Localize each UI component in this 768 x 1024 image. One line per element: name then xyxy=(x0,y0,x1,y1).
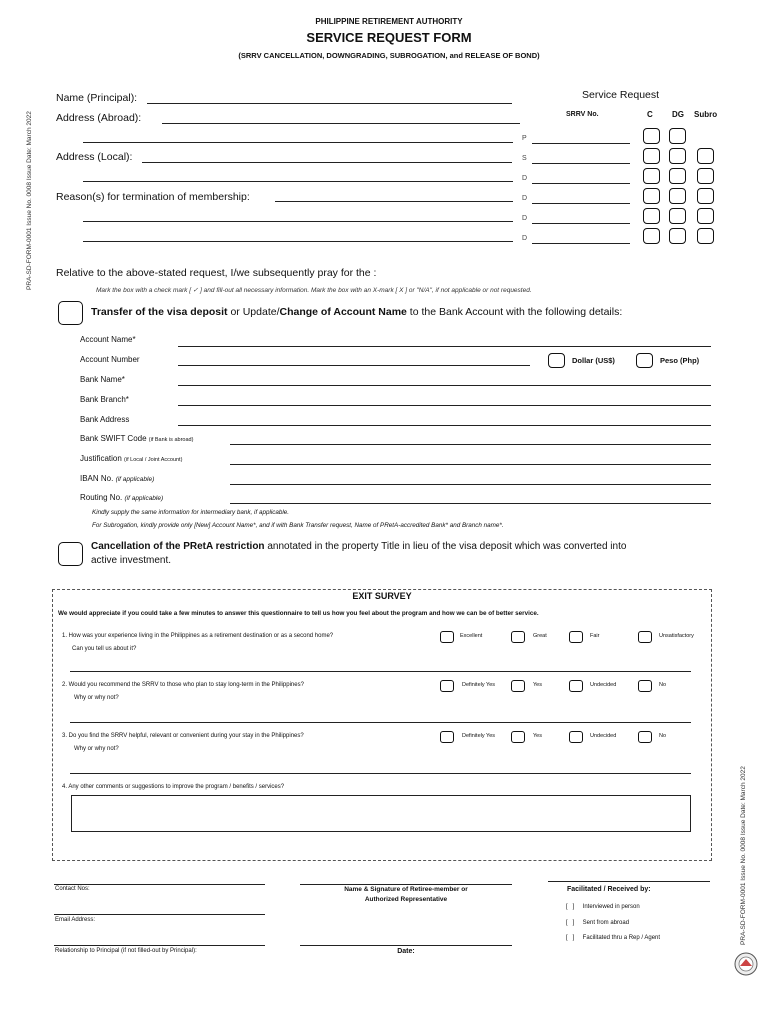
signature-field[interactable] xyxy=(300,884,512,885)
facilitated-label: Facilitated / Received by: xyxy=(567,886,651,893)
q3-yes-label: Yes xyxy=(533,733,542,739)
dollar-label: Dollar (US$) xyxy=(572,356,615,365)
dg-checkbox-d2[interactable] xyxy=(669,188,686,204)
name-field[interactable] xyxy=(147,103,512,104)
address-abroad-field[interactable] xyxy=(162,123,520,124)
srrv-field-s[interactable] xyxy=(532,163,630,164)
survey-intro: We would appreciate if you could take a few minutes to answer this questionnaire to tell us how you feel about the program and how we can be of better service. xyxy=(58,610,539,617)
q1-answer-field[interactable] xyxy=(70,671,691,672)
q3-answer-field[interactable] xyxy=(70,773,691,774)
authority-name: PHILIPPINE RETIREMENT AUTHORITY xyxy=(315,17,463,26)
q1-great-label: Great xyxy=(533,633,547,639)
contact-field[interactable] xyxy=(54,884,265,885)
routing-field[interactable] xyxy=(230,503,711,504)
swift-field[interactable] xyxy=(230,444,711,445)
iban-label-text: IBAN No. xyxy=(80,474,114,483)
q1-unsatisfactory-checkbox[interactable] xyxy=(638,631,652,643)
account-name-field[interactable] xyxy=(178,346,711,347)
cancellation-part-1: Cancellation of the PRetA restriction xyxy=(91,541,265,552)
c-checkbox-s[interactable] xyxy=(643,148,660,164)
exit-survey-title: EXIT SURVEY xyxy=(352,591,412,601)
q3-yes-checkbox[interactable] xyxy=(511,731,525,743)
subro-checkbox-d4[interactable] xyxy=(697,228,714,244)
peso-label: Peso (Php) xyxy=(660,356,700,365)
cancellation-line-2: active investment. xyxy=(91,555,172,566)
form-subtitle: (SRRV CANCELLATION, DOWNGRADING, SUBROGATION, and RELEASE OF BOND) xyxy=(238,51,540,60)
q2-definitely-yes-checkbox[interactable] xyxy=(440,680,454,692)
justification-field[interactable] xyxy=(230,464,711,465)
reason-field-2[interactable] xyxy=(83,221,513,222)
routing-note: (if applicable) xyxy=(124,495,164,502)
dg-checkbox-d4[interactable] xyxy=(669,228,686,244)
q1-unsatisfactory-label: Unsatisfactory xyxy=(659,633,694,639)
q3-no-checkbox[interactable] xyxy=(638,731,652,743)
question-3-sub: Why or why not? xyxy=(74,746,119,752)
pra-seal-logo xyxy=(734,952,758,976)
c-checkbox-d1[interactable] xyxy=(643,168,660,184)
dg-column-header: DG xyxy=(672,110,684,119)
q2-undecided-label: Undecided xyxy=(590,682,617,688)
justification-note: (if Local / Joint Account) xyxy=(124,457,183,463)
row-letter-d3: D xyxy=(522,215,528,222)
account-number-field[interactable] xyxy=(178,365,530,366)
q3-undecided-label: Undecided xyxy=(590,733,617,739)
row-letter-d4: D xyxy=(522,235,528,242)
c-checkbox-d2[interactable] xyxy=(643,188,660,204)
facilitated-field[interactable] xyxy=(548,881,710,882)
cancellation-checkbox[interactable] xyxy=(58,542,83,566)
swift-label-text: Bank SWIFT Code xyxy=(80,434,147,443)
iban-label xyxy=(80,474,154,483)
bank-address-field[interactable] xyxy=(178,425,711,426)
email-label: Email Address: xyxy=(55,917,96,923)
q3-no-label: No xyxy=(659,733,667,739)
bank-name-label: Bank Name* xyxy=(80,375,125,384)
address-local-field-2[interactable] xyxy=(83,181,513,182)
transfer-part-1: Transfer of the visa deposit xyxy=(91,306,228,318)
bank-name-field[interactable] xyxy=(178,385,711,386)
swift-note: (if Bank is abroad) xyxy=(148,437,194,443)
row-letter-p: P xyxy=(522,135,527,142)
q1-excellent-checkbox[interactable] xyxy=(440,631,454,643)
q1-excellent-label: Excellent xyxy=(460,633,483,639)
account-name-label: Account Name* xyxy=(80,335,136,344)
subro-checkbox-d3[interactable] xyxy=(697,208,714,224)
transfer-note-2: For Subrogation, kindly provide only [New] Account Name*, and if with Bank Transfer request, Name of PRetA-accredited Bank* and Branch name*. xyxy=(92,522,504,529)
dg-checkbox-s[interactable] xyxy=(669,148,686,164)
c-checkbox-p[interactable] xyxy=(643,128,660,144)
row-letter-d2: D xyxy=(522,195,528,202)
bank-branch-field[interactable] xyxy=(178,405,711,406)
address-abroad-label: Address (Abroad): xyxy=(56,112,142,124)
q2-no-checkbox[interactable] xyxy=(638,680,652,692)
subro-column-header: Subro xyxy=(694,110,718,119)
reason-field-3[interactable] xyxy=(83,241,513,242)
q2-answer-field[interactable] xyxy=(70,722,691,723)
subro-checkbox-s[interactable] xyxy=(697,148,714,164)
dg-checkbox-d3[interactable] xyxy=(669,208,686,224)
date-field[interactable] xyxy=(300,945,512,946)
iban-note: (if applicable) xyxy=(115,476,155,483)
subro-checkbox-d1[interactable] xyxy=(697,168,714,184)
account-number-label: Account Number xyxy=(80,355,140,364)
transfer-part-2: or Update/ xyxy=(227,306,280,318)
transfer-part-4: to the Bank Account with the following details: xyxy=(406,306,623,318)
service-request-title: Service Request xyxy=(582,89,660,101)
dg-checkbox-d1[interactable] xyxy=(669,168,686,184)
routing-label xyxy=(80,493,163,502)
relationship-field[interactable] xyxy=(54,945,265,946)
name-label: Name (Principal): xyxy=(56,92,138,104)
address-local-field[interactable] xyxy=(142,162,512,163)
facilitated-option-1[interactable]: [ ] Interviewed in person xyxy=(566,904,640,910)
row-letter-d1: D xyxy=(522,175,528,182)
subro-checkbox-d2[interactable] xyxy=(697,188,714,204)
srrv-field-d3[interactable] xyxy=(532,223,630,224)
contact-label: Contact Nos: xyxy=(55,886,90,892)
question-4: 4. Any other comments or suggestions to improve the program / benefits / services? xyxy=(62,784,285,790)
question-1-sub: Can you tell us about it? xyxy=(72,646,137,652)
srrv-field-p[interactable] xyxy=(532,143,630,144)
q3-definitely-yes-checkbox[interactable] xyxy=(440,731,454,743)
question-2: 2. Would you recommend the SRRV to those who plan to stay long-term in the Philippines? xyxy=(62,682,304,688)
relationship-label: Relationship to Principal (if not filled-out by Principal): xyxy=(55,948,197,954)
facilitated-option-3[interactable]: [ ] Facilitated thru a Rep / Agent xyxy=(566,935,661,941)
q4-comment-box[interactable] xyxy=(71,795,691,832)
form-code-right: PRA-SD-FORM-0001 Issue No. 0008 Issue Date: March 2022 xyxy=(740,766,747,945)
routing-label-text: Routing No. xyxy=(80,493,123,502)
q1-fair-checkbox[interactable] xyxy=(569,631,583,643)
c-checkbox-d4[interactable] xyxy=(643,228,660,244)
date-label: Date: xyxy=(397,948,415,955)
q3-undecided-checkbox[interactable] xyxy=(569,731,583,743)
transfer-checkbox[interactable] xyxy=(58,301,83,325)
q2-undecided-checkbox[interactable] xyxy=(569,680,583,692)
address-local-label: Address (Local): xyxy=(56,151,133,163)
srrv-field-d4[interactable] xyxy=(532,243,630,244)
peso-checkbox[interactable] xyxy=(636,353,653,368)
bank-branch-label: Bank Branch* xyxy=(80,395,129,404)
signature-label-2: Authorized Representative xyxy=(364,896,448,903)
srrv-field-d2[interactable] xyxy=(532,203,630,204)
q2-definitely-yes-label: Definitely Yes xyxy=(462,682,496,688)
q1-great-checkbox[interactable] xyxy=(511,631,525,643)
justification-label xyxy=(80,454,182,463)
signature-label-1: Name & Signature of Retiree-member or xyxy=(344,886,468,893)
reason-field[interactable] xyxy=(275,201,513,202)
dg-checkbox-p[interactable] xyxy=(669,128,686,144)
email-field[interactable] xyxy=(54,914,265,915)
question-2-sub: Why or why not? xyxy=(74,695,119,701)
form-code-left: PRA-SD-FORM-0001 Issue No. 0008 Issue Date: March 2022 xyxy=(26,111,33,290)
transfer-heading xyxy=(91,306,622,318)
c-column-header: C xyxy=(647,110,653,119)
transfer-note-1: Kindly supply the same information for intermediary bank, if applicable. xyxy=(92,509,290,516)
facilitated-option-2[interactable]: [ ] Sent from abroad xyxy=(566,920,630,926)
form-title: SERVICE REQUEST FORM xyxy=(306,30,472,45)
q2-yes-checkbox[interactable] xyxy=(511,680,525,692)
q2-no-label: No xyxy=(659,682,667,688)
swift-label xyxy=(80,434,193,443)
cancellation-text xyxy=(91,540,711,568)
transfer-part-3: Change of Account Name xyxy=(279,306,407,318)
c-checkbox-d3[interactable] xyxy=(643,208,660,224)
srrv-field-d1[interactable] xyxy=(532,183,630,184)
row-letter-s: S xyxy=(522,155,527,162)
cancellation-part-2: annotated in the property Title in lieu of the visa deposit which was converted into xyxy=(264,541,627,552)
q2-yes-label: Yes xyxy=(533,682,542,688)
iban-field[interactable] xyxy=(230,484,711,485)
bank-address-label: Bank Address xyxy=(80,415,130,424)
address-abroad-field-2[interactable] xyxy=(83,142,513,143)
question-3: 3. Do you find the SRRV helpful, relevant or convenient during your stay in the Philippines? xyxy=(62,733,304,739)
dollar-checkbox[interactable] xyxy=(548,353,565,368)
srrv-column-header: SRRV No. xyxy=(566,111,599,118)
pray-text: Relative to the above-stated request, I/we subsequently pray for the : xyxy=(56,267,377,279)
q3-definitely-yes-label: Definitely Yes xyxy=(462,733,496,739)
question-1: 1. How was your experience living in the Philippines as a retirement destination or as a second home? xyxy=(62,633,334,639)
pray-instruction: Mark the box with a check mark [ ✓ ] and fill-out all necessary information. Mark the box with an X-mark [ X ] or "N/A", if not applicable or not requested. xyxy=(96,287,532,294)
justification-label-text: Justification xyxy=(80,454,122,463)
q1-fair-label: Fair xyxy=(590,633,600,639)
reason-label: Reason(s) for termination of membership: xyxy=(56,191,250,203)
